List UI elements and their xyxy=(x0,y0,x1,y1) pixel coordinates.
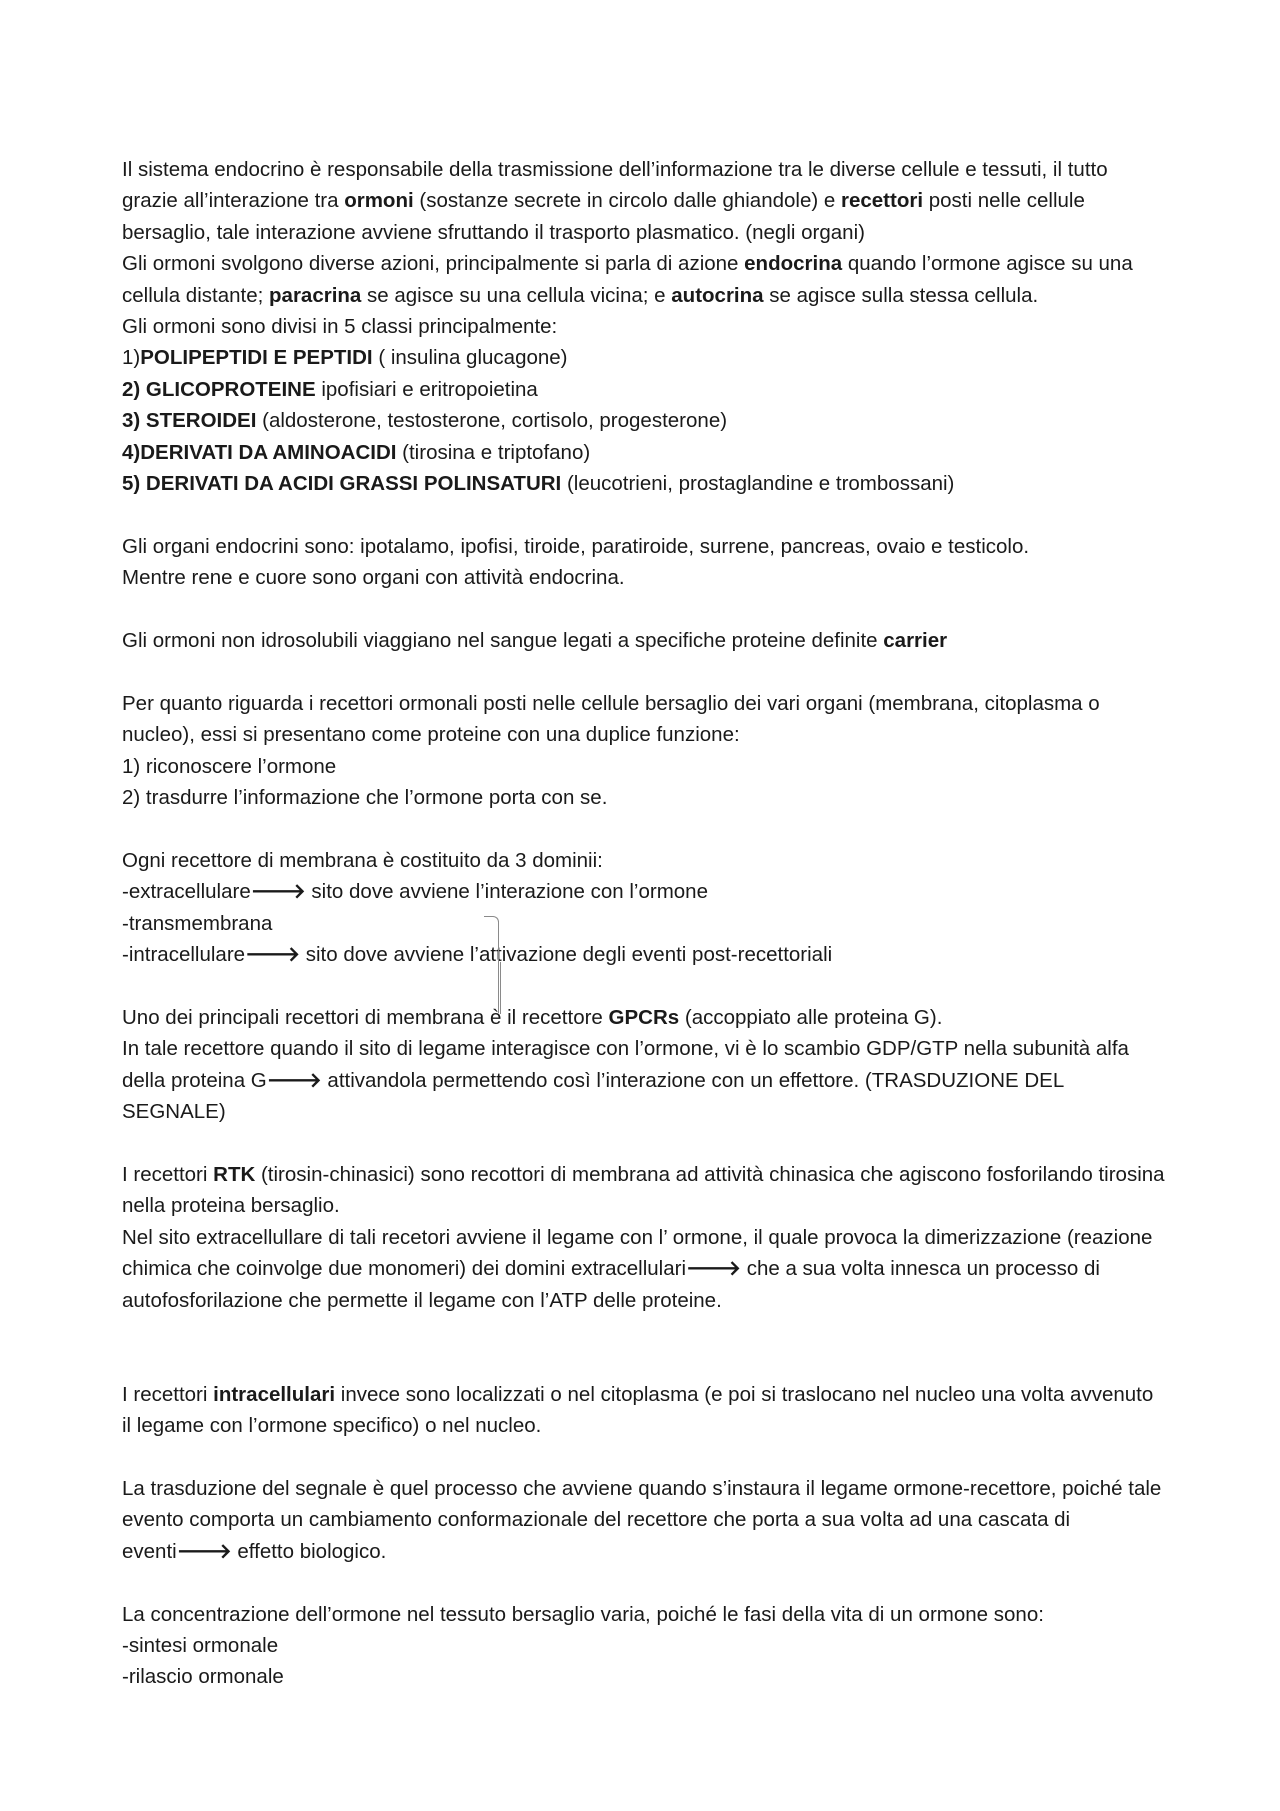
class-item-2 xyxy=(122,374,1167,405)
class-examples: (aldosterone, testosterone, cortisolo, progesterone) xyxy=(256,409,728,433)
arrow-right-icon: 🡒 xyxy=(250,880,306,904)
paragraph-rene-cuore: Mentre rene e cuore sono organi con attività endocrina. xyxy=(122,566,625,590)
class-item-1 xyxy=(122,342,1167,373)
text-run: posti nelle cellule bersaglio, tale interazione avviene sfruttando il trasporto plasmatico. (negli organi) xyxy=(122,189,1085,244)
phase-synthesis: -sintesi ormonale xyxy=(122,1633,279,1657)
paragraph-rtk xyxy=(122,1159,1167,1222)
text-run: attivandola permettendo così l’interazione con un effettore. (TRASDUZIONE DEL SEGNALE) xyxy=(122,1068,1064,1124)
blank-line xyxy=(122,1442,1167,1473)
text-run: (accoppiato alle proteina G). xyxy=(679,1005,943,1029)
text-run: (sostanze secrete in circolo dalle ghiandole) e xyxy=(413,189,841,213)
class-name: 2) GLICOPROTEINE xyxy=(122,377,316,401)
text-run: Uno dei principali recettori di membrana è il recettore xyxy=(122,1005,609,1029)
bold-term-carrier: carrier xyxy=(883,629,948,653)
domain-label: -intracellulare xyxy=(122,943,246,967)
text-run: I recettori xyxy=(122,1382,214,1406)
domain-transmembrane: -transmembrana xyxy=(122,911,273,935)
bold-term-endocrina: endocrina xyxy=(744,252,843,276)
document-body xyxy=(122,154,1167,1693)
blank-line xyxy=(122,499,1167,530)
text-run: invece sono localizzati o nel citoplasma (e poi si traslocano nel nucleo una volta avvenuto il legame con l’ormone specifico) o nel nucleo. xyxy=(122,1382,1154,1438)
bracket-line xyxy=(484,916,499,1013)
class-number: 1) xyxy=(122,346,141,370)
bold-term-intracellulari: intracellulari xyxy=(213,1382,336,1406)
blank-line xyxy=(122,1567,1167,1598)
blank-line xyxy=(122,594,1167,625)
list-item-recognize: 1) riconoscere l’ormone xyxy=(122,754,337,778)
class-name: 5) DERIVATI DA ACIDI GRASSI POLINSATURI xyxy=(122,472,562,496)
text-run: La trasduzione del segnale è quel processo che avviene quando s’instaura il legame ormone-recettore, poiché tale evento comporta un cambiamento conformazionale del recettore che porta a sua volta ad una cascata di eventi xyxy=(122,1476,1162,1563)
class-name: 3) STEROIDEI xyxy=(122,409,257,433)
class-examples: (leucotrieni, prostaglandine e trombossani) xyxy=(561,472,955,496)
text-run: In tale recettore quando il sito di legame interagisce con l’ormone, vi è lo scambio GDP/GTP nella subunità alfa della proteina G xyxy=(122,1037,1129,1092)
bracket-line-lower xyxy=(500,962,502,1014)
blank-line xyxy=(122,971,1167,1002)
text-run: che a sua volta innesca un processo di autofosforilazione che permette il legame con l’ATP delle proteine. xyxy=(122,1257,1100,1312)
paragraph-intracellular xyxy=(122,1379,1167,1442)
paragraph-receptors: Per quanto riguarda i recettori ormonali posti nelle cellule bersaglio dei vari organi (membrana, citoplasma o nucleo), essi si presentano come proteine con una duplice funzione: xyxy=(122,691,1100,747)
domain-intracellular xyxy=(122,939,1167,970)
bold-term-autocrina: autocrina xyxy=(671,283,764,307)
bold-term-paracrina: paracrina xyxy=(269,283,362,307)
text-run: (tirosin-chinasici) sono recottori di membrana ad attività chinasica che agiscono fosforilando tirosina nella proteina bersaglio. xyxy=(122,1162,1165,1218)
paragraph-classes-intro: Gli ormoni sono divisi in 5 classi principalmente: xyxy=(122,315,558,339)
paragraph-carrier xyxy=(122,625,1167,656)
bold-term-gpcrs: GPCRs xyxy=(608,1005,680,1029)
text-run: Gli ormoni svolgono diverse azioni, principalmente si parla di azione xyxy=(122,252,745,276)
arrow-right-icon: 🡒 xyxy=(686,1257,741,1281)
text-run: se agisce sulla stessa cellula. xyxy=(763,283,1039,307)
text-run: Il sistema endocrino è responsabile della trasmissione dell’informazione tra le diverse cellule e tessuti, il tutto grazie all’interazione tra xyxy=(122,158,1108,213)
text-run: effetto biologico. xyxy=(231,1539,387,1563)
class-examples: ipofisiari e eritropoietina xyxy=(315,377,538,401)
domain-label: -extracellulare xyxy=(122,880,251,904)
bold-term-rtk: RTK xyxy=(213,1162,256,1186)
class-examples: ( insulina glucagone) xyxy=(372,346,568,370)
paragraph-concentration: La concentrazione dell’ormone nel tessuto bersaglio varia, poiché le fasi della vita di un ormone sono: xyxy=(122,1602,1044,1626)
class-item-4 xyxy=(122,437,1167,468)
text-run: quando l’ormone agisce su una cellula distante; xyxy=(122,252,1133,307)
class-examples: (tirosina e triptofano) xyxy=(396,440,591,464)
domain-extracellular xyxy=(122,876,1167,907)
phase-release: -rilascio ormonale xyxy=(122,1665,284,1689)
blank-line xyxy=(122,656,1167,687)
text-run: Gli ormoni non idrosolubili viaggiano nel sangue legati a specifiche proteine definite xyxy=(122,629,884,653)
domain-description: sito dove avviene l’interazione con l’ormone xyxy=(305,880,708,904)
domain-description: sito dove avviene l’attivazione degli eventi post-recettoriali xyxy=(300,943,833,967)
paragraph-gpcr-mechanism xyxy=(122,1033,1167,1127)
arrow-right-icon: 🡒 xyxy=(266,1068,322,1092)
paragraph-intro xyxy=(122,154,1167,248)
text-run: Nel sito extracellullare di tali recetori avviene il legame con l’ ormone, il quale provoca la dimerizzazione (reazione chimica che coinvolge due monomeri) dei domini extracellulari xyxy=(122,1225,1153,1281)
arrow-right-icon: 🡒 xyxy=(245,943,301,967)
paragraph-gpcrs xyxy=(122,1002,1167,1033)
arrow-right-icon: 🡒 xyxy=(176,1539,232,1563)
blank-line xyxy=(122,1316,1167,1379)
blank-line xyxy=(122,813,1167,844)
paragraph-organs: Gli organi endocrini sono: ipotalamo, ipofisi, tiroide, paratiroide, surrene, pancreas, ovaio e testicolo. xyxy=(122,534,1030,558)
class-item-5 xyxy=(122,468,1167,499)
paragraph-rtk-mechanism xyxy=(122,1222,1167,1316)
paragraph-actions xyxy=(122,248,1167,311)
text-run: se agisce su una cellula vicina; e xyxy=(361,283,672,307)
paragraph-transduction xyxy=(122,1473,1167,1567)
list-item-transduce: 2) trasdurre l’informazione che l’ormone porta con se. xyxy=(122,786,608,810)
paragraph-domains: Ogni recettore di membrana è costituito da 3 dominii: xyxy=(122,848,603,872)
class-name: 4)DERIVATI DA AMINOACIDI xyxy=(122,440,397,464)
class-name: POLIPEPTIDI E PEPTIDI xyxy=(140,346,373,370)
bold-term-ormoni: ormoni xyxy=(344,189,414,213)
blank-line xyxy=(122,1128,1167,1159)
bold-term-recettori: recettori xyxy=(841,189,924,213)
class-item-3 xyxy=(122,405,1167,436)
text-run: I recettori xyxy=(122,1162,214,1186)
